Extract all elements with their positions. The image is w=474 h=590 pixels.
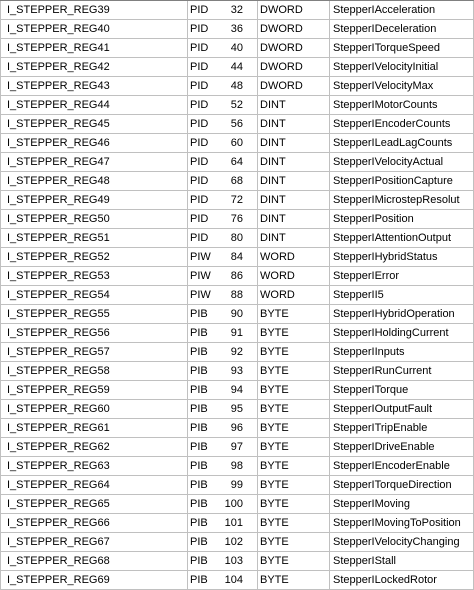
symbol-name-cell[interactable]: StepperIVelocityInitial xyxy=(330,58,474,76)
symbol-address-cell[interactable]: I_STEPPER_REG66 xyxy=(0,514,188,532)
memory-area: PID xyxy=(190,80,209,92)
address-offset: 97 xyxy=(230,441,243,453)
symbol-name-cell[interactable]: StepperILeadLagCounts xyxy=(330,134,474,152)
address-cell[interactable] xyxy=(188,514,258,532)
data-type-cell[interactable]: BYTE xyxy=(258,552,330,570)
table-row[interactable] xyxy=(0,58,474,77)
symbol-address-cell[interactable]: I_STEPPER_REG51 xyxy=(0,229,188,247)
data-type-cell[interactable]: BYTE xyxy=(258,305,330,323)
address-offset: 102 xyxy=(224,536,243,548)
table-row[interactable] xyxy=(0,134,474,153)
address-cell[interactable] xyxy=(188,39,258,57)
memory-area: PID xyxy=(190,99,209,111)
symbol-name-cell[interactable]: StepperIHybridStatus xyxy=(330,248,474,266)
table-row[interactable] xyxy=(0,210,474,229)
table-row[interactable] xyxy=(0,172,474,191)
symbol-address-cell[interactable]: I_STEPPER_REG44 xyxy=(0,96,188,114)
address-cell[interactable] xyxy=(188,438,258,456)
address-offset: 40 xyxy=(230,42,243,54)
symbol-address-cell[interactable]: I_STEPPER_REG42 xyxy=(0,58,188,76)
address-offset: 90 xyxy=(230,308,243,320)
symbol-address-cell[interactable]: I_STEPPER_REG53 xyxy=(0,267,188,285)
address-cell[interactable] xyxy=(188,1,258,19)
symbol-name-cell[interactable]: StepperIAttentionOutput xyxy=(330,229,474,247)
address-offset: 94 xyxy=(230,384,243,396)
memory-area: PIB xyxy=(190,422,208,434)
address-cell[interactable] xyxy=(188,533,258,551)
memory-area: PIB xyxy=(190,536,208,548)
symbol-name-cell[interactable]: StepperIPosition xyxy=(330,210,474,228)
table-row[interactable] xyxy=(0,400,474,419)
address-offset: 91 xyxy=(230,327,243,339)
data-type-cell[interactable]: DINT xyxy=(258,153,330,171)
table-row[interactable] xyxy=(0,343,474,362)
memory-area: PIW xyxy=(190,251,211,263)
data-type-cell[interactable]: BYTE xyxy=(258,571,330,589)
address-offset: 96 xyxy=(230,422,243,434)
memory-area: PIB xyxy=(190,498,208,510)
data-type-cell[interactable]: WORD xyxy=(258,286,330,304)
symbol-name-cell[interactable]: StepperIMicrostepResolut xyxy=(330,191,474,209)
table-row[interactable] xyxy=(0,20,474,39)
memory-area: PIB xyxy=(190,327,208,339)
table-row[interactable] xyxy=(0,248,474,267)
data-type-cell[interactable]: DINT xyxy=(258,210,330,228)
symbol-name-cell[interactable]: StepperIVelocityChanging xyxy=(330,533,474,551)
address-offset: 104 xyxy=(224,574,243,586)
symbol-name-cell[interactable]: StepperITorque xyxy=(330,381,474,399)
data-type-cell[interactable]: DWORD xyxy=(258,1,330,19)
table-row[interactable] xyxy=(0,229,474,248)
symbol-name-cell[interactable]: StepperIAcceleration xyxy=(330,1,474,19)
symbol-name-cell[interactable]: StepperIDeceleration xyxy=(330,20,474,38)
address-offset: 48 xyxy=(230,80,243,92)
data-type-cell[interactable]: DWORD xyxy=(258,20,330,38)
data-type-cell[interactable]: DWORD xyxy=(258,58,330,76)
symbol-name-cell[interactable]: StepperIOutputFault xyxy=(330,400,474,418)
memory-area: PIB xyxy=(190,555,208,567)
symbol-address-cell[interactable]: I_STEPPER_REG67 xyxy=(0,533,188,551)
symbol-name-cell[interactable]: StepperITorqueDirection xyxy=(330,476,474,494)
data-type-cell[interactable]: BYTE xyxy=(258,533,330,551)
address-cell[interactable] xyxy=(188,229,258,247)
data-type-cell[interactable]: BYTE xyxy=(258,438,330,456)
symbol-address-cell[interactable]: I_STEPPER_REG49 xyxy=(0,191,188,209)
address-offset: 60 xyxy=(230,137,243,149)
table-row[interactable] xyxy=(0,476,474,495)
table-row[interactable] xyxy=(0,115,474,134)
table-row[interactable] xyxy=(0,533,474,552)
address-offset: 88 xyxy=(230,289,243,301)
address-cell[interactable] xyxy=(188,400,258,418)
address-cell[interactable] xyxy=(188,153,258,171)
symbol-address-cell[interactable]: I_STEPPER_REG40 xyxy=(0,20,188,38)
data-type-cell[interactable]: DINT xyxy=(258,172,330,190)
address-cell[interactable] xyxy=(188,96,258,114)
memory-area: PIB xyxy=(190,460,208,472)
data-type-cell[interactable]: BYTE xyxy=(258,343,330,361)
symbol-address-cell[interactable]: I_STEPPER_REG59 xyxy=(0,381,188,399)
address-cell[interactable] xyxy=(188,248,258,266)
data-type-cell[interactable]: BYTE xyxy=(258,514,330,532)
symbol-name-cell[interactable]: StepperIError xyxy=(330,267,474,285)
memory-area: PID xyxy=(190,137,209,149)
symbol-address-cell[interactable]: I_STEPPER_REG55 xyxy=(0,305,188,323)
address-cell[interactable] xyxy=(188,324,258,342)
symbol-address-cell[interactable]: I_STEPPER_REG61 xyxy=(0,419,188,437)
data-type-cell[interactable]: DINT xyxy=(258,191,330,209)
data-type-cell[interactable]: BYTE xyxy=(258,419,330,437)
symbol-address-cell[interactable]: I_STEPPER_REG39 xyxy=(0,1,188,19)
symbol-address-cell[interactable]: I_STEPPER_REG69 xyxy=(0,571,188,589)
table-row[interactable] xyxy=(0,305,474,324)
address-offset: 98 xyxy=(230,460,243,472)
symbol-address-cell[interactable]: I_STEPPER_REG57 xyxy=(0,343,188,361)
address-offset: 72 xyxy=(230,194,243,206)
address-offset: 32 xyxy=(230,4,243,16)
symbol-address-cell[interactable]: I_STEPPER_REG41 xyxy=(0,39,188,57)
table-row[interactable] xyxy=(0,514,474,533)
table-row[interactable] xyxy=(0,457,474,476)
data-type-cell[interactable]: BYTE xyxy=(258,476,330,494)
data-type-cell[interactable]: DWORD xyxy=(258,77,330,95)
memory-area: PID xyxy=(190,61,209,73)
symbol-name-cell[interactable]: StepperIHybridOperation xyxy=(330,305,474,323)
address-offset: 100 xyxy=(224,498,243,510)
table-row[interactable] xyxy=(0,324,474,343)
table-row[interactable] xyxy=(0,419,474,438)
table-row[interactable] xyxy=(0,77,474,96)
address-offset: 52 xyxy=(230,99,243,111)
table-row[interactable] xyxy=(0,1,474,20)
address-cell[interactable] xyxy=(188,20,258,38)
memory-area: PID xyxy=(190,23,209,35)
symbol-address-cell[interactable]: I_STEPPER_REG63 xyxy=(0,457,188,475)
table-row[interactable] xyxy=(0,381,474,400)
table-row[interactable] xyxy=(0,96,474,115)
memory-area: PIB xyxy=(190,308,208,320)
address-offset: 93 xyxy=(230,365,243,377)
symbol-address-cell[interactable]: I_STEPPER_REG46 xyxy=(0,134,188,152)
address-cell[interactable] xyxy=(188,343,258,361)
address-offset: 76 xyxy=(230,213,243,225)
table-row[interactable] xyxy=(0,571,474,590)
symbol-address-cell[interactable]: I_STEPPER_REG60 xyxy=(0,400,188,418)
memory-area: PIB xyxy=(190,574,208,586)
symbol-address-cell[interactable]: I_STEPPER_REG62 xyxy=(0,438,188,456)
memory-area: PIB xyxy=(190,346,208,358)
address-cell[interactable] xyxy=(188,58,258,76)
address-offset: 44 xyxy=(230,61,243,73)
symbol-name-cell[interactable]: StepperIStall xyxy=(330,552,474,570)
symbol-name-cell[interactable]: StepperIEncoderEnable xyxy=(330,457,474,475)
symbol-address-cell[interactable]: I_STEPPER_REG58 xyxy=(0,362,188,380)
address-cell[interactable] xyxy=(188,305,258,323)
address-cell[interactable] xyxy=(188,191,258,209)
symbol-name-cell[interactable]: StepperIMoving xyxy=(330,495,474,513)
address-cell[interactable] xyxy=(188,571,258,589)
symbol-address-cell[interactable]: I_STEPPER_REG54 xyxy=(0,286,188,304)
symbol-name-cell[interactable]: StepperIInputs xyxy=(330,343,474,361)
address-cell[interactable] xyxy=(188,77,258,95)
symbol-name-cell[interactable]: StepperIVelocityActual xyxy=(330,153,474,171)
symbol-address-cell[interactable]: I_STEPPER_REG68 xyxy=(0,552,188,570)
symbol-name-cell[interactable]: StepperIHoldingCurrent xyxy=(330,324,474,342)
address-offset: 101 xyxy=(224,517,243,529)
address-offset: 36 xyxy=(230,23,243,35)
address-offset: 92 xyxy=(230,346,243,358)
symbol-name-cell[interactable]: StepperIMotorCounts xyxy=(330,96,474,114)
memory-area: PID xyxy=(190,156,209,168)
memory-area: PIB xyxy=(190,384,208,396)
table-row[interactable] xyxy=(0,153,474,172)
memory-area: PID xyxy=(190,194,209,206)
address-offset: 80 xyxy=(230,232,243,244)
data-type-cell[interactable]: BYTE xyxy=(258,495,330,513)
symbol-name-cell[interactable]: StepperITripEnable xyxy=(330,419,474,437)
address-cell[interactable] xyxy=(188,286,258,304)
symbol-address-cell[interactable]: I_STEPPER_REG56 xyxy=(0,324,188,342)
data-type-cell[interactable]: DWORD xyxy=(258,39,330,57)
symbol-name-cell[interactable]: StepperII5 xyxy=(330,286,474,304)
symbol-address-cell[interactable]: I_STEPPER_REG50 xyxy=(0,210,188,228)
table-row[interactable] xyxy=(0,286,474,305)
address-offset: 95 xyxy=(230,403,243,415)
address-cell[interactable] xyxy=(188,552,258,570)
table-row[interactable] xyxy=(0,39,474,58)
symbol-name-cell[interactable]: StepperIPositionCapture xyxy=(330,172,474,190)
data-type-cell[interactable]: BYTE xyxy=(258,324,330,342)
data-type-cell[interactable]: DINT xyxy=(258,115,330,133)
memory-area: PID xyxy=(190,118,209,130)
memory-area: PIW xyxy=(190,270,211,282)
address-cell[interactable] xyxy=(188,210,258,228)
symbol-name-cell[interactable]: StepperIEncoderCounts xyxy=(330,115,474,133)
memory-area: PID xyxy=(190,175,209,187)
memory-area: PIB xyxy=(190,365,208,377)
symbol-address-cell[interactable]: I_STEPPER_REG48 xyxy=(0,172,188,190)
memory-area: PID xyxy=(190,232,209,244)
symbol-name-cell[interactable]: StepperIVelocityMax xyxy=(330,77,474,95)
memory-area: PIW xyxy=(190,289,211,301)
address-cell[interactable] xyxy=(188,457,258,475)
address-cell[interactable] xyxy=(188,476,258,494)
table-row[interactable] xyxy=(0,438,474,457)
symbol-name-cell[interactable]: StepperILockedRotor xyxy=(330,571,474,589)
address-offset: 99 xyxy=(230,479,243,491)
address-cell[interactable] xyxy=(188,267,258,285)
data-type-cell[interactable]: BYTE xyxy=(258,400,330,418)
symbol-name-cell[interactable]: StepperIRunCurrent xyxy=(330,362,474,380)
memory-area: PIB xyxy=(190,517,208,529)
memory-area: PID xyxy=(190,213,209,225)
data-type-cell[interactable]: DINT xyxy=(258,96,330,114)
data-type-cell[interactable]: BYTE xyxy=(258,381,330,399)
data-type-cell[interactable]: DINT xyxy=(258,134,330,152)
symbol-name-cell[interactable]: StepperITorqueSpeed xyxy=(330,39,474,57)
memory-area: PIB xyxy=(190,441,208,453)
data-type-cell[interactable]: WORD xyxy=(258,248,330,266)
symbol-name-cell[interactable]: StepperIDriveEnable xyxy=(330,438,474,456)
symbol-address-cell[interactable]: I_STEPPER_REG64 xyxy=(0,476,188,494)
symbol-name-cell[interactable]: StepperIMovingToPosition xyxy=(330,514,474,532)
symbol-address-cell[interactable]: I_STEPPER_REG45 xyxy=(0,115,188,133)
address-offset: 56 xyxy=(230,118,243,130)
address-cell[interactable] xyxy=(188,419,258,437)
table-row[interactable] xyxy=(0,267,474,286)
data-type-cell[interactable]: DINT xyxy=(258,229,330,247)
data-type-cell[interactable]: WORD xyxy=(258,267,330,285)
data-type-cell[interactable]: BYTE xyxy=(258,457,330,475)
table-row[interactable] xyxy=(0,191,474,210)
symbol-address-cell[interactable]: I_STEPPER_REG65 xyxy=(0,495,188,513)
address-offset: 68 xyxy=(230,175,243,187)
data-type-cell[interactable]: BYTE xyxy=(258,362,330,380)
address-cell[interactable] xyxy=(188,115,258,133)
address-offset: 86 xyxy=(230,270,243,282)
address-cell[interactable] xyxy=(188,381,258,399)
address-offset: 64 xyxy=(230,156,243,168)
address-offset: 103 xyxy=(224,555,243,567)
memory-area: PIB xyxy=(190,479,208,491)
symbol-address-cell[interactable]: I_STEPPER_REG52 xyxy=(0,248,188,266)
symbol-address-cell[interactable]: I_STEPPER_REG47 xyxy=(0,153,188,171)
symbol-address-cell[interactable]: I_STEPPER_REG43 xyxy=(0,77,188,95)
address-cell[interactable] xyxy=(188,134,258,152)
memory-area: PIB xyxy=(190,403,208,415)
memory-area: PID xyxy=(190,4,209,16)
memory-area: PID xyxy=(190,42,209,54)
address-offset: 84 xyxy=(230,251,243,263)
address-cell[interactable] xyxy=(188,172,258,190)
table-row[interactable] xyxy=(0,362,474,381)
table-row[interactable] xyxy=(0,552,474,571)
address-cell[interactable] xyxy=(188,362,258,380)
